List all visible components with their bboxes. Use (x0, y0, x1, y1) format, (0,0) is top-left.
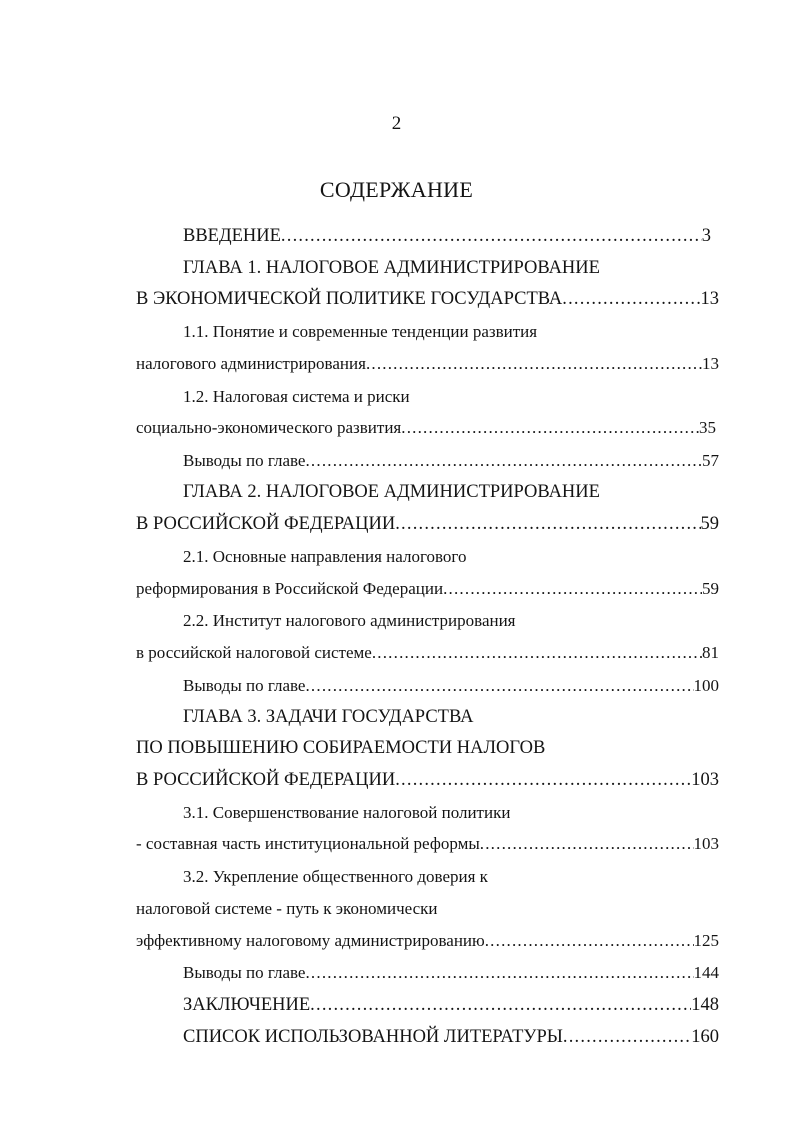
dot-leader (395, 768, 691, 792)
toc-entry-label: Выводы по главе (183, 451, 306, 470)
toc-entry-label: социально-экономического развития (136, 418, 402, 437)
toc-section-2-1-title: 2.1. Основные направления налогового (183, 547, 467, 566)
toc-section-2-2-title: 2.2. Институт налогового администрирования (183, 611, 516, 630)
page-number: 2 (391, 113, 402, 134)
toc-page-number: 59 (700, 514, 719, 534)
toc-page-number: 59 (702, 579, 719, 598)
page-title: СОДЕРЖАНИЕ (319, 177, 474, 202)
toc-entry-label: В ЭКОНОМИЧЕСКОЙ ПОЛИТИКЕ ГОСУДАРСТВА (136, 289, 563, 309)
toc-entry-conclusion (183, 993, 719, 1017)
toc-entry-label: эффективному налоговому администрированию (136, 931, 485, 950)
toc-entry-chapter-1-conclusions (183, 449, 719, 473)
toc-entry-label: ВВЕДЕНИЕ (183, 226, 281, 246)
toc-entry-section-2-2 (136, 641, 719, 665)
dot-leader (305, 449, 702, 473)
dot-leader (366, 352, 702, 376)
toc-entry-chapter-3 (136, 768, 719, 792)
toc-chapter-1-title: ГЛАВА 1. НАЛОГОВОЕ АДМИНИСТРИРОВАНИЕ (183, 258, 600, 278)
toc-section-1-1-title: 1.1. Понятие и современные тенденции развития (183, 322, 538, 341)
dot-leader (562, 287, 700, 311)
dot-leader (372, 641, 702, 665)
toc-section-3-2-title: 3.2. Укрепление общественного доверия к (183, 867, 488, 886)
toc-entry-section-1-1 (136, 352, 719, 376)
toc-page-number: 103 (691, 770, 719, 790)
toc-page-number: 160 (691, 1027, 719, 1047)
toc-entry-label: В РОССИЙСКОЙ ФЕДЕРАЦИИ (136, 770, 396, 790)
toc-chapter-3-title-cont: ПО ПОВЫШЕНИЮ СОБИРАЕМОСТИ НАЛОГОВ (136, 738, 546, 758)
toc-entry-section-2-1 (136, 577, 719, 601)
toc-page-number: 57 (702, 451, 719, 470)
toc-section-3-1-title: 3.1. Совершенствование налоговой политики (183, 803, 511, 822)
toc-entry-label: в российской налоговой системе (136, 643, 372, 662)
toc-entry-introduction (183, 224, 711, 248)
toc-entry-chapter-2-conclusions (183, 674, 719, 698)
toc-entry-label: налогового администрирования (136, 354, 366, 373)
toc-entry-label: Выводы по главе (183, 676, 306, 695)
toc-entry-label: Выводы по главе (183, 963, 306, 982)
toc-entry-bibliography (183, 1025, 719, 1049)
toc-page-number: 144 (693, 963, 719, 982)
toc-entry-label: реформирования в Российской Федерации (136, 579, 444, 598)
dot-leader (395, 512, 700, 536)
toc-entry-chapter-3-conclusions (183, 961, 719, 985)
dot-leader (563, 1025, 691, 1049)
dot-leader (480, 832, 694, 856)
toc-entry-label: В РОССИЙСКОЙ ФЕДЕРАЦИИ (136, 514, 396, 534)
dot-leader (443, 577, 702, 601)
toc-chapter-2-title: ГЛАВА 2. НАЛОГОВОЕ АДМИНИСТРИРОВАНИЕ (183, 482, 600, 502)
toc-page-number: 125 (693, 931, 719, 950)
toc-section-1-2-title: 1.2. Налоговая система и риски (183, 387, 410, 406)
toc-page-number: 35 (699, 418, 716, 437)
dot-leader (401, 416, 699, 440)
toc-entry-section-1-2 (136, 416, 716, 440)
toc-entry-section-3-2 (136, 929, 719, 953)
toc-page-number: 13 (700, 289, 719, 309)
dot-leader (305, 961, 693, 985)
toc-entry-label: ЗАКЛЮЧЕНИЕ (183, 995, 311, 1015)
toc-entry-label: - составная часть институциональной реформы (136, 834, 480, 853)
toc-page-number: 13 (702, 354, 719, 373)
toc-page-number: 100 (693, 676, 719, 695)
toc-entry-chapter-1 (136, 287, 719, 311)
toc-page-number: 103 (693, 834, 719, 853)
dot-leader (485, 929, 694, 953)
toc-entry-chapter-2 (136, 512, 719, 536)
toc-page-number: 148 (691, 995, 719, 1015)
toc-section-3-2-title-cont: налоговой системе - путь к экономически (136, 899, 438, 918)
toc-chapter-3-title: ГЛАВА 3. ЗАДАЧИ ГОСУДАРСТВА (183, 707, 474, 727)
toc-entry-label: СПИСОК ИСПОЛЬЗОВАННОЙ ЛИТЕРАТУРЫ (183, 1027, 563, 1047)
dot-leader (281, 224, 702, 248)
dot-leader (305, 674, 693, 698)
toc-entry-section-3-1 (136, 832, 719, 856)
toc-page-number: 81 (702, 643, 719, 662)
toc-page-number: 3 (701, 226, 711, 246)
dot-leader (310, 993, 691, 1017)
